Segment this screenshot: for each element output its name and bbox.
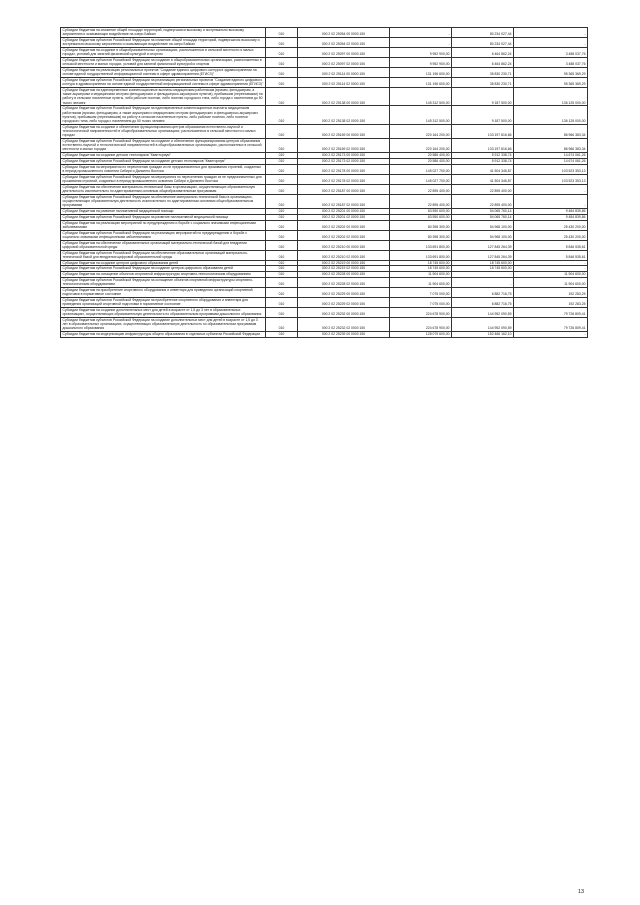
row-code-cell: 010 <box>266 260 298 266</box>
row-executed-cell: 5 912 338,74 <box>452 153 514 159</box>
row-approved-cell: 131 196 600,00 <box>390 78 452 88</box>
row-approved-cell: 145 312 500,00 <box>390 106 452 124</box>
row-kbk-cell: 000 2 02 25239 00 0000 150 <box>298 332 390 338</box>
row-executed-cell: - <box>452 278 514 288</box>
budget-table-body <box>61 28 588 338</box>
row-executed-cell: 144 952 090,59 <box>452 318 514 332</box>
table-row <box>61 38 588 48</box>
row-kbk-cell: 000 2 02 25114 00 0000 150 <box>298 68 390 78</box>
row-code-cell: 010 <box>266 78 298 88</box>
row-approved-cell: 133 691 800,00 <box>390 240 452 250</box>
row-kbk-cell: 000 2 02 25173 02 0000 150 <box>298 159 390 165</box>
row-kbk-cell: 000 2 02 25097 02 0000 150 <box>298 58 390 68</box>
row-code-cell: 010 <box>266 308 298 318</box>
row-kbk-cell: 000 2 02 25210 00 0000 150 <box>298 240 390 250</box>
row-name-cell: Субсидии бюджетам субъектов Российской Федерации на оснащение объектов спортивной инфраструктуры спортивно-технологическим оборудованием <box>61 278 266 288</box>
row-executed-cell: 54 065 760,14 <box>452 214 514 220</box>
table-row <box>61 332 588 338</box>
row-name-cell: Субсидии бюджетам субъектов Российской Федерации на обеспечение материально-технической базы в организациях, осуществляющих образовательную деятельность исключительно по адаптированным основным общеобразовательным программам <box>61 194 266 208</box>
table-row <box>61 220 588 230</box>
row-kbk-cell: 000 2 02 25054 00 0000 150 <box>298 28 390 38</box>
row-unexecuted-cell: 5 846 535,61 <box>514 240 588 250</box>
row-approved-cell: 145 027 700,00 <box>390 174 452 184</box>
row-unexecuted-cell: 192 283,25 <box>514 298 588 308</box>
row-executed-cell: 133 197 816,66 <box>452 124 514 138</box>
table-row <box>61 68 588 78</box>
row-name-cell: Субсидии бюджетам субъектов Российской Федерации на реализацию мероприятий по предупреждению и борьбе с социально значимыми инфекционными заболеваниями <box>61 230 266 240</box>
row-kbk-cell: 000 2 02 25178 02 0000 150 <box>298 174 390 184</box>
row-approved-cell: - <box>390 38 452 48</box>
row-kbk-cell: 000 2 02 25229 00 0000 150 <box>298 288 390 298</box>
row-code-cell: 010 <box>266 209 298 215</box>
row-executed-cell: 152 466 162,10 <box>452 332 514 338</box>
row-unexecuted-cell: 9 484 839,86 <box>514 209 588 215</box>
row-executed-cell: 35 830 230,71 <box>452 68 514 78</box>
row-unexecuted-cell: - <box>514 38 588 48</box>
row-code-cell: 010 <box>266 332 298 338</box>
row-name-cell: Субсидии бюджетам субъектов Российской Федерации на создание дополнительных мест для детей в возрасте от 1,5 до 3 лет в образовательных организациях, осуществляющих образовательную деятельность по образовательным программам дошкольного образования <box>61 318 266 332</box>
row-approved-cell: 7 075 000,00 <box>390 298 452 308</box>
row-name-cell: Субсидии бюджетам на создание центров цифрового образования детей <box>61 260 266 266</box>
row-unexecuted-cell: 103 523 353,13 <box>514 164 588 174</box>
row-kbk-cell: 000 2 02 25229 02 0000 150 <box>298 298 390 308</box>
row-approved-cell: 220 164 200,00 <box>390 139 452 153</box>
row-executed-cell: 41 504 346,87 <box>452 164 514 174</box>
row-kbk-cell: 000 2 02 25114 02 0000 150 <box>298 78 390 88</box>
row-kbk-cell: 000 2 02 25219 02 0000 150 <box>298 266 390 272</box>
table-row <box>61 318 588 332</box>
row-code-cell: 010 <box>266 28 298 38</box>
row-name-cell: Субсидии бюджетам на единовременные компенсационные выплаты медицинским работникам (врачам, фельдшерам, а также акушеркам и медицинским сестрам фельдшерских и фельдшерско-акушерских пунктов), прибывшим (переехавшим) на работу в сельские населенные пункты, либо рабочие поселки, либо поселки городского типа, либо города с населением до 50 тысяч человек <box>61 88 266 106</box>
row-code-cell: 010 <box>266 230 298 240</box>
row-kbk-cell: 000 2 02 25202 02 0000 150 <box>298 230 390 240</box>
row-kbk-cell: 000 2 02 25054 02 0000 150 <box>298 38 390 48</box>
row-unexecuted-cell: 103 523 353,13 <box>514 174 588 184</box>
row-unexecuted-cell: 5 846 535,61 <box>514 250 588 260</box>
table-row <box>61 250 588 260</box>
row-kbk-cell: 000 2 02 25210 02 0000 150 <box>298 250 390 260</box>
row-executed-cell: 133 197 816,66 <box>452 139 514 153</box>
row-approved-cell: 145 027 700,00 <box>390 164 452 174</box>
table-row <box>61 298 588 308</box>
row-kbk-cell: 000 2 02 25219 00 0000 150 <box>298 260 390 266</box>
row-code-cell: 010 <box>266 266 298 272</box>
row-unexecuted-cell: 11 904 600,00 <box>514 278 588 288</box>
row-kbk-cell: 000 2 02 25228 00 0000 150 <box>298 272 390 278</box>
row-name-cell: Субсидии бюджетам на приобретение спортивного оборудования и инвентаря для приведения организаций спортивной подготовки в нормативное состояние <box>61 288 266 298</box>
table-row <box>61 139 588 153</box>
row-name-cell: Субсидии бюджетам на снижение общей площади территорий, подвергшихся высокому и экстремально высокому загрязнению и оказывающих воздействие на озеро Байкал <box>61 28 266 38</box>
budget-table <box>60 27 588 338</box>
row-name-cell: Субсидии бюджетам субъектов Российской Федерации на снижение общей площади территорий, подвергшихся высокому и экстремально высокому загрязнению и оказывающих воздействие на озеро Байкал <box>61 38 266 48</box>
row-kbk-cell: 000 2 02 25169 02 0000 150 <box>298 139 390 153</box>
row-code-cell: 010 <box>266 124 298 138</box>
row-unexecuted-cell: - <box>514 260 588 266</box>
row-code-cell: 010 <box>266 278 298 288</box>
row-kbk-cell: 000 2 02 25187 02 0000 150 <box>298 194 390 208</box>
row-code-cell: 010 <box>266 272 298 278</box>
table-row <box>61 58 588 68</box>
row-unexecuted-cell: 25 430 200,00 <box>514 230 588 240</box>
row-unexecuted-cell: - <box>514 194 588 208</box>
row-name-cell: Субсидии бюджетам субъектов Российской Федерации на реализацию региональных проектов "Создание единого цифрового контура в здравоохранении на основе единой государственной информационной системы в сфере здравоохранения (ЕГИСЗ)" <box>61 78 266 88</box>
row-unexecuted-cell: 25 430 200,00 <box>514 220 588 230</box>
row-executed-cell: 127 845 264,39 <box>452 250 514 260</box>
row-unexecuted-cell: - <box>514 184 588 194</box>
row-unexecuted-cell: 79 726 809,41 <box>514 318 588 332</box>
row-approved-cell: 131 196 600,00 <box>390 68 452 78</box>
row-name-cell: Субсидии бюджетам субъектов Российской Федерации на обеспечение образовательных организаций материально-технической базой для внедрения цифровой образовательной среды <box>61 250 266 260</box>
row-executed-cell: 22 895 400,00 <box>452 194 514 208</box>
row-unexecuted-cell: 136 125 000,00 <box>514 106 588 124</box>
row-code-cell: 010 <box>266 318 298 332</box>
row-code-cell: 010 <box>266 106 298 124</box>
row-code-cell: 010 <box>266 38 298 48</box>
row-name-cell: Субсидии бюджетам субъектов Российской Федерации на создание детских технопарков "Кванториум" <box>61 159 266 165</box>
row-name-cell: Субсидии бюджетам субъектов Российской Федерации на создание в общеобразовательных организациях, расположенных в сельской местности и малых городах, условий для занятий физической культурой и спортом <box>61 58 266 68</box>
row-approved-cell: 7 075 000,00 <box>390 288 452 298</box>
row-unexecuted-cell: 3 488 037,76 <box>514 58 588 68</box>
row-executed-cell: 18 745 600,00 <box>452 266 514 272</box>
row-name-cell: Субсидии бюджетам на реализацию мероприятий по предупреждению и борьбе с социально значимыми инфекционными заболеваниями <box>61 220 266 230</box>
table-row <box>61 88 588 106</box>
row-approved-cell: 128 079 600,00 <box>390 332 452 338</box>
row-kbk-cell: 000 2 02 25173 00 0000 150 <box>298 153 390 159</box>
row-unexecuted-cell: 79 726 809,41 <box>514 308 588 318</box>
row-code-cell: 010 <box>266 194 298 208</box>
row-unexecuted-cell: 11 904 600,00 <box>514 272 588 278</box>
row-code-cell: 010 <box>266 58 298 68</box>
row-approved-cell: 18 745 600,00 <box>390 260 452 266</box>
row-approved-cell: 224 678 900,00 <box>390 318 452 332</box>
row-executed-cell: 5 912 338,74 <box>452 159 514 165</box>
row-unexecuted-cell: 86 966 383,34 <box>514 124 588 138</box>
row-kbk-cell: 000 2 02 25201 02 0000 150 <box>298 214 390 220</box>
table-row <box>61 174 588 184</box>
row-unexecuted-cell: 136 125 000,00 <box>514 88 588 106</box>
row-code-cell: 010 <box>266 220 298 230</box>
row-name-cell: Субсидии бюджетам субъектов Российской Федерации на мероприятия по переселению граждан из не предназначенных для проживания строений, созданных в период промышленного освоения Сибири и Дальнего Востока <box>61 174 266 184</box>
row-executed-cell: 6 882 716,75 <box>452 298 514 308</box>
row-executed-cell: 18 745 600,00 <box>452 260 514 266</box>
row-executed-cell: 80 234 027,44 <box>452 28 514 38</box>
row-name-cell: Субсидии бюджетам на реализацию региональных проектов "Создание единого цифрового контура в здравоохранении на основе единой государственной информационной системы в сфере здравоохранения (ЕГИСЗ)" <box>61 68 266 78</box>
row-executed-cell: 54 065 760,14 <box>452 209 514 215</box>
row-name-cell: Субсидии бюджетам на мероприятия по переселению граждан из не предназначенных для проживания строений, созданных в период промышленного освоения Сибири и Дальнего Востока <box>61 164 266 174</box>
row-code-cell: 010 <box>266 240 298 250</box>
row-kbk-cell: 000 2 02 25097 00 0000 150 <box>298 48 390 58</box>
row-executed-cell: 22 895 400,00 <box>452 184 514 194</box>
row-name-cell: Субсидии бюджетам субъектов Российской Федерации на создание центров цифрового образования детей <box>61 266 266 272</box>
row-unexecuted-cell: - <box>514 28 588 38</box>
row-unexecuted-cell: 9 484 839,86 <box>514 214 588 220</box>
row-approved-cell: 9 952 900,00 <box>390 58 452 68</box>
row-kbk-cell: 000 2 02 25232 02 0000 150 <box>298 318 390 332</box>
row-approved-cell: 224 678 900,00 <box>390 308 452 318</box>
row-executed-cell: 9 187 500,00 <box>452 106 514 124</box>
row-approved-cell: 133 691 800,00 <box>390 250 452 260</box>
row-code-cell: 010 <box>266 164 298 174</box>
row-kbk-cell: 000 2 02 25232 00 0000 150 <box>298 308 390 318</box>
row-unexecuted-cell: 3 488 037,76 <box>514 48 588 58</box>
row-name-cell: Субсидии бюджетам на модернизацию инфраструктуры общего образования в отдельных субъектах Российской Федерации <box>61 332 266 338</box>
row-code-cell: 010 <box>266 214 298 220</box>
row-approved-cell: 145 312 500,00 <box>390 88 452 106</box>
row-executed-cell: 9 187 500,00 <box>452 88 514 106</box>
table-row <box>61 124 588 138</box>
row-approved-cell: 18 745 600,00 <box>390 266 452 272</box>
row-code-cell: 010 <box>266 153 298 159</box>
table-row <box>61 28 588 38</box>
row-kbk-cell: 000 2 02 25138 02 0000 150 <box>298 106 390 124</box>
row-approved-cell: 80 398 300,00 <box>390 230 452 240</box>
row-code-cell: 010 <box>266 184 298 194</box>
row-executed-cell: 41 504 346,87 <box>452 174 514 184</box>
row-code-cell: 010 <box>266 48 298 58</box>
row-name-cell: Субсидии бюджетам на создание дополнительных мест для детей в возрасте от 1,5 до 3 лет в образовательных организациях, осуществляющих образовательную деятельность по образовательным программам дошкольного образования <box>61 308 266 318</box>
row-name-cell: Субсидии бюджетам на обеспечение образовательных организаций материально-технической базой для внедрения цифровой образовательной среды <box>61 240 266 250</box>
table-row <box>61 78 588 88</box>
report-sheet <box>60 27 587 338</box>
row-executed-cell: 127 845 264,39 <box>452 240 514 250</box>
row-approved-cell: 63 550 600,00 <box>390 209 452 215</box>
row-executed-cell: 6 882 716,75 <box>452 288 514 298</box>
row-unexecuted-cell: 192 283,25 <box>514 288 588 298</box>
page-number: 13 <box>578 889 585 895</box>
row-approved-cell: 20 586 400,00 <box>390 153 452 159</box>
table-row <box>61 308 588 318</box>
row-executed-cell: 54 968 100,00 <box>452 230 514 240</box>
row-unexecuted-cell: 14 674 061,26 <box>514 159 588 165</box>
table-row <box>61 106 588 124</box>
row-approved-cell: 22 895 400,00 <box>390 184 452 194</box>
table-row <box>61 194 588 208</box>
table-row <box>61 230 588 240</box>
row-kbk-cell: 000 2 02 25178 00 0000 150 <box>298 164 390 174</box>
row-code-cell: 010 <box>266 159 298 165</box>
row-name-cell: Субсидии бюджетам на создание и обеспечение функционирования центров образования естественно-научной и технологической направленностей в общеобразовательных организациях, расположенных в сельской местности и малых городах <box>61 124 266 138</box>
row-code-cell: 010 <box>266 174 298 184</box>
table-row <box>61 288 588 298</box>
row-kbk-cell: 000 2 02 25201 00 0000 150 <box>298 209 390 215</box>
row-executed-cell: 144 952 090,59 <box>452 308 514 318</box>
row-executed-cell: 54 968 100,00 <box>452 220 514 230</box>
row-approved-cell: 220 164 200,00 <box>390 124 452 138</box>
row-code-cell: 010 <box>266 68 298 78</box>
row-name-cell: Субсидии бюджетам на создание детских технопарков "Кванториум" <box>61 153 266 159</box>
row-executed-cell: - <box>452 272 514 278</box>
row-approved-cell: 11 904 600,00 <box>390 278 452 288</box>
row-kbk-cell: 000 2 02 25138 00 0000 150 <box>298 88 390 106</box>
row-approved-cell: 22 895 400,00 <box>390 194 452 208</box>
row-name-cell: Субсидии бюджетам субъектов Российской Федерации на развитие паллиативной медицинской помощи <box>61 214 266 220</box>
row-code-cell: 010 <box>266 88 298 106</box>
row-unexecuted-cell: 14 674 061,26 <box>514 153 588 159</box>
table-row <box>61 48 588 58</box>
row-approved-cell: 11 904 600,00 <box>390 272 452 278</box>
row-approved-cell: 63 550 600,00 <box>390 214 452 220</box>
row-name-cell: Субсидии бюджетам субъектов Российской Федерации на единовременные компенсационные выплаты медицинским работникам (врачам, фельдшерам, а также акушеркам и медицинским сестрам фельдшерских и фельдшерско-акушерских пунктов), прибывшим (переехавшим) на работу в сельские населенные пункты, либо рабочие поселки, либо поселки городского типа, либо города с населением до 50 тысяч человек <box>61 106 266 124</box>
row-kbk-cell: 000 2 02 25169 00 0000 150 <box>298 124 390 138</box>
row-approved-cell: 9 952 900,00 <box>390 48 452 58</box>
row-unexecuted-cell: 95 365 369,29 <box>514 78 588 88</box>
row-executed-cell: 6 464 862,24 <box>452 58 514 68</box>
row-approved-cell: 20 586 400,00 <box>390 159 452 165</box>
row-name-cell: Субсидии бюджетам на развитие паллиативной медицинской помощи <box>61 209 266 215</box>
table-row <box>61 164 588 174</box>
row-name-cell: Субсидии бюджетам на создание в общеобразовательных организациях, расположенных в сельской местности и малых городах, условий для занятий физической культурой и спортом <box>61 48 266 58</box>
row-code-cell: 010 <box>266 298 298 308</box>
row-unexecuted-cell: - <box>514 332 588 338</box>
row-approved-cell: - <box>390 28 452 38</box>
row-unexecuted-cell: 86 966 383,34 <box>514 139 588 153</box>
row-executed-cell: 80 234 027,44 <box>452 38 514 48</box>
row-name-cell: Субсидии бюджетам на обеспечение материально-технической базы в организациях, осуществляющих образовательную деятельность исключительно по адаптированным основным общеобразовательным программам <box>61 184 266 194</box>
row-unexecuted-cell: 95 365 369,29 <box>514 68 588 78</box>
table-row <box>61 184 588 194</box>
row-unexecuted-cell: - <box>514 266 588 272</box>
row-kbk-cell: 000 2 02 25202 00 0000 150 <box>298 220 390 230</box>
row-code-cell: 010 <box>266 139 298 153</box>
row-executed-cell: 35 830 230,71 <box>452 78 514 88</box>
row-kbk-cell: 000 2 02 25187 00 0000 150 <box>298 184 390 194</box>
row-code-cell: 010 <box>266 288 298 298</box>
row-approved-cell: 80 398 300,00 <box>390 220 452 230</box>
row-name-cell: Субсидии бюджетам на оснащение объектов спортивной инфраструктуры спортивно-технологическим оборудованием <box>61 272 266 278</box>
row-code-cell: 010 <box>266 250 298 260</box>
row-executed-cell: 6 464 862,24 <box>452 48 514 58</box>
table-row <box>61 240 588 250</box>
row-name-cell: Субсидии бюджетам субъектов Российской Федерации на создание и обеспечение функционирования центров образования естественно-научной и технологической направленностей в общеобразовательных организациях, расположенных в сельской местности и малых городах <box>61 139 266 153</box>
row-name-cell: Субсидии бюджетам субъектов Российской Федерации на приобретение спортивного оборудования и инвентаря для приведения организаций спортивной подготовки в нормативное состояние <box>61 298 266 308</box>
table-row <box>61 278 588 288</box>
row-kbk-cell: 000 2 02 25228 02 0000 150 <box>298 278 390 288</box>
